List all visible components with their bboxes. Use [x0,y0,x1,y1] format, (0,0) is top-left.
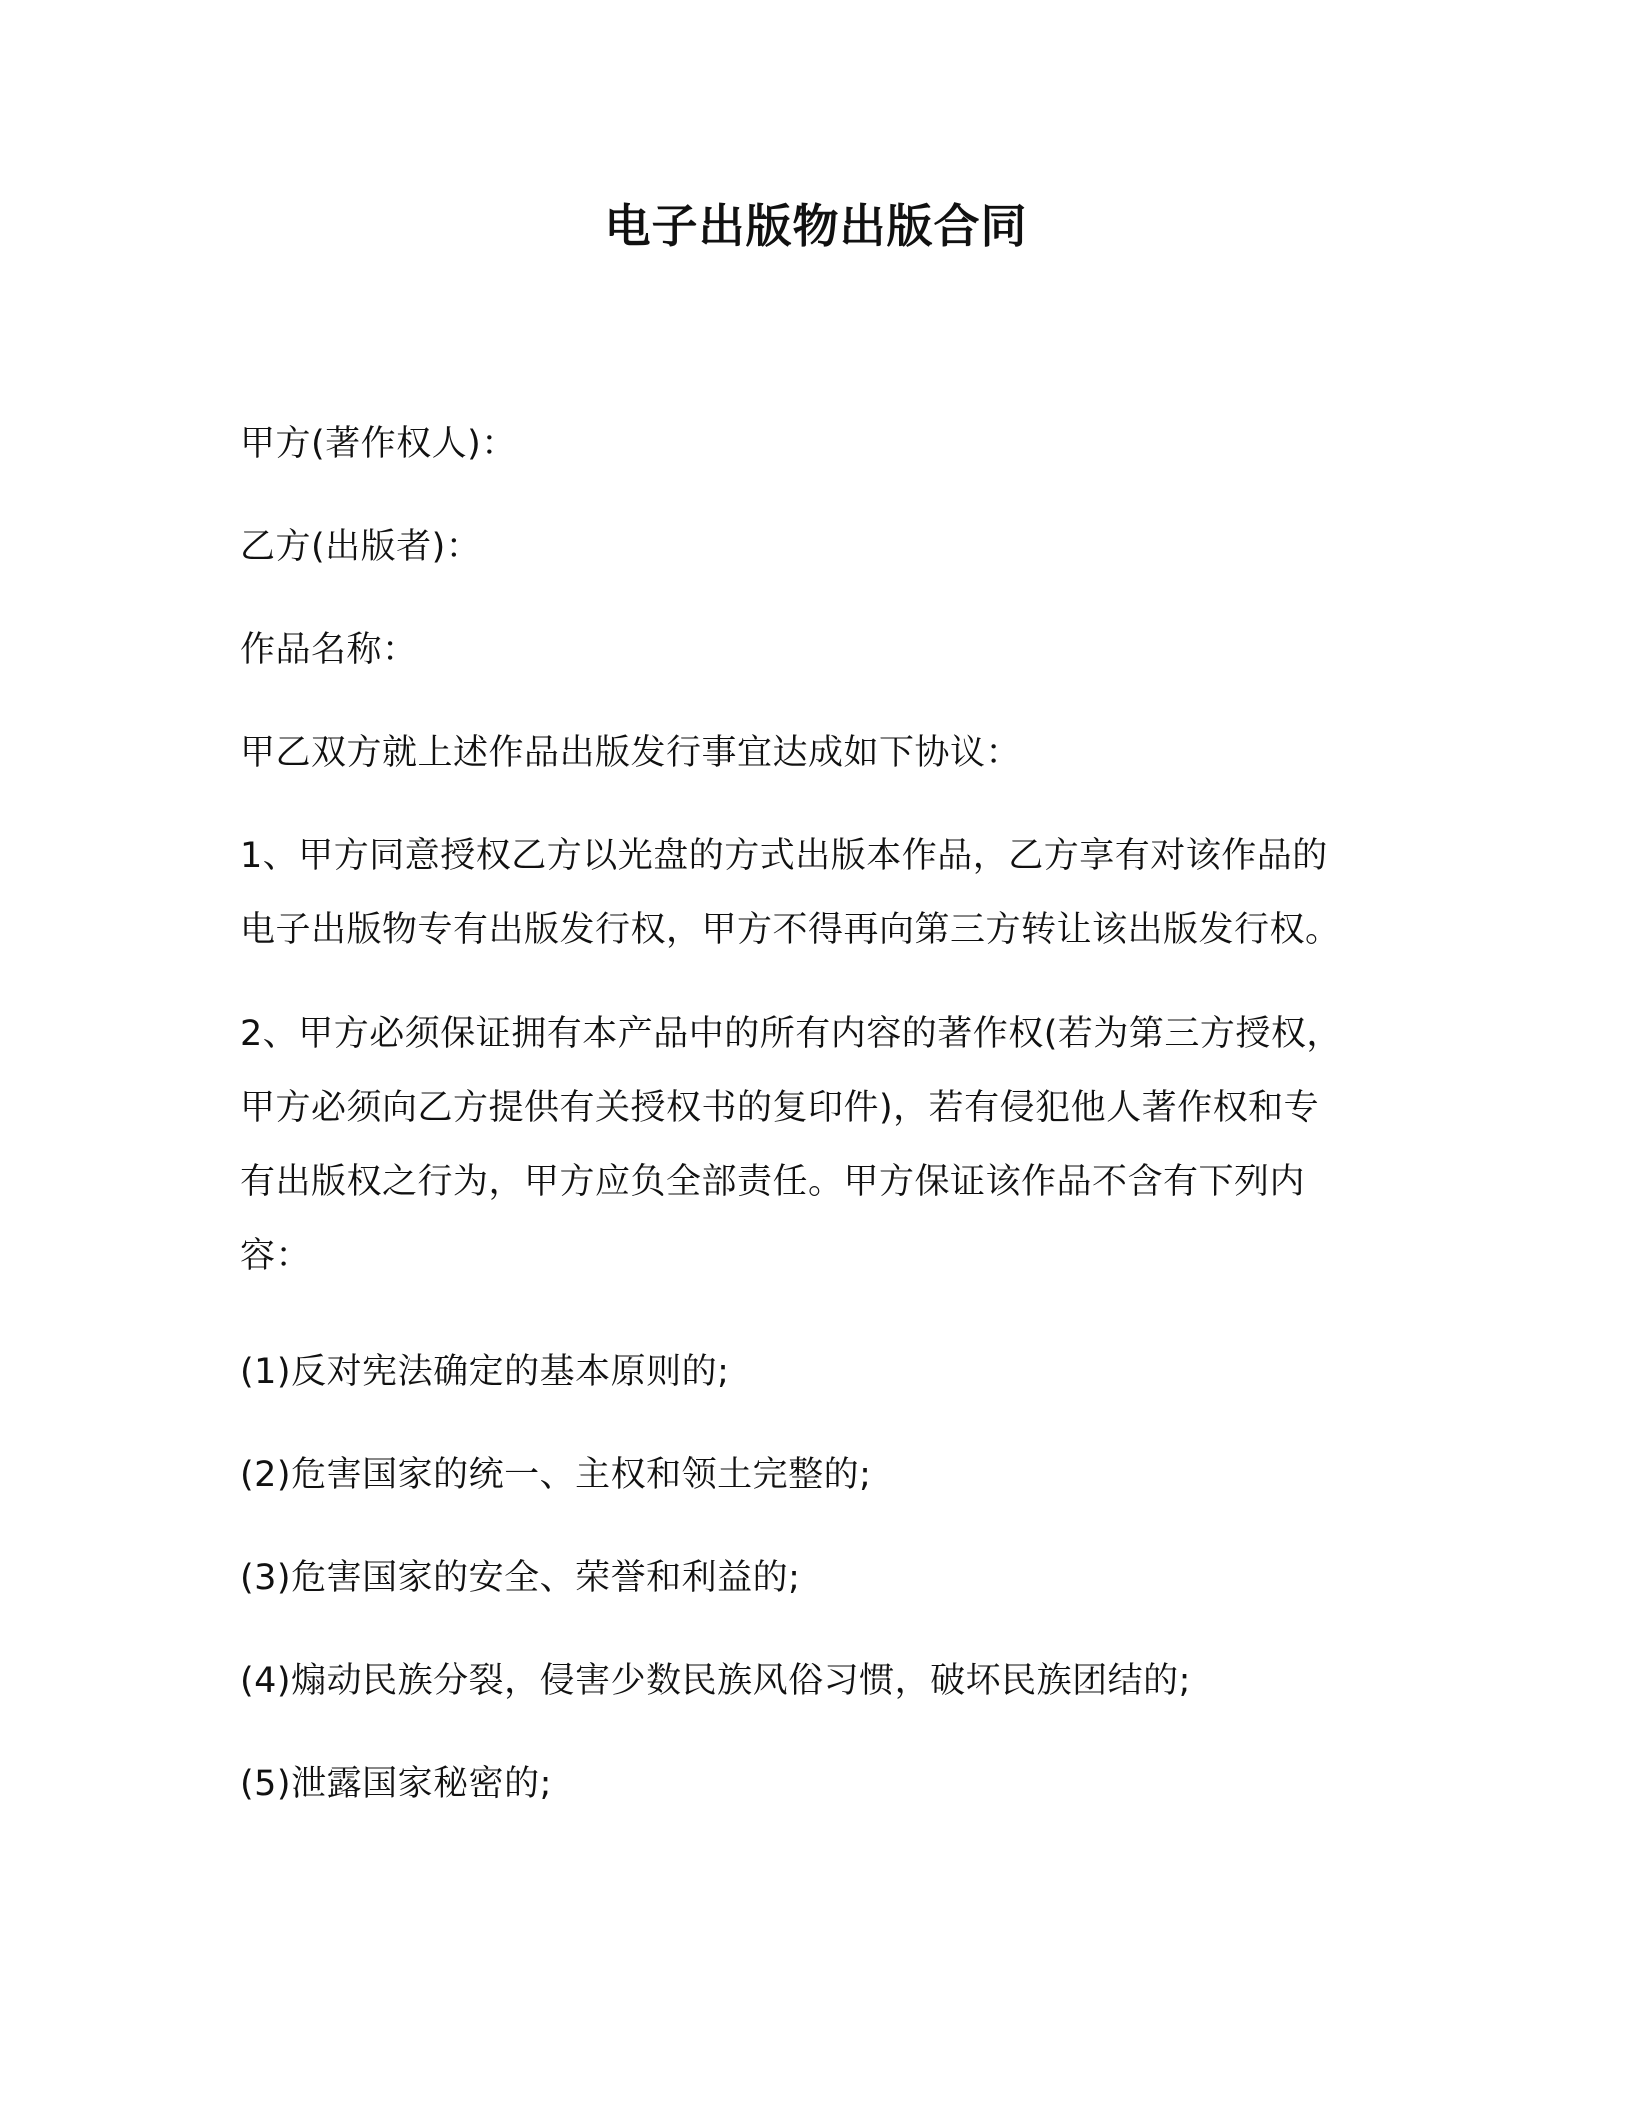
list-item: (4)煽动民族分裂，侵害少数民族风俗习惯，破坏民族团结的; [240,1661,1191,1701]
clause-1 [240,819,1390,967]
agreement-intro: 甲乙双方就上述作品出版发行事宜达成如下协议： [240,733,1022,773]
list-item: (2)危害国家的统一、主权和领土完整的; [240,1455,872,1495]
party-b-line: 乙方(出版者)： [240,527,482,567]
clause-2 [240,997,1390,1293]
clause-2-line: 有出版权之行为，甲方应负全部责任。甲方保证该作品不含有下列内 [240,1162,1306,1202]
list-item: (3)危害国家的安全、荣誉和利益的; [240,1558,801,1598]
list-item: (1)反对宪法确定的基本原则的; [240,1352,730,1392]
clause-2-line: 2、甲方必须保证拥有本产品中的所有内容的著作权(若为第三方授权， [240,1014,1342,1054]
party-a-line: 甲方(著作权人)： [240,424,517,464]
clause-1-line: 电子出版物专有出版发行权，甲方不得再向第三方转让该出版发行权。 [240,910,1341,950]
document-title: 电子出版物出版合同 [604,199,1028,253]
clause-1-line: 1、甲方同意授权乙方以光盘的方式出版本作品，乙方享有对该作品的 [240,836,1328,876]
clause-2-line: 甲方必须向乙方提供有关授权书的复印件)，若有侵犯他人著作权和专 [240,1088,1320,1128]
clause-2-line: 容： [240,1236,312,1276]
list-item: (5)泄露国家秘密的; [240,1764,552,1804]
work-name-line: 作品名称： [240,630,418,670]
